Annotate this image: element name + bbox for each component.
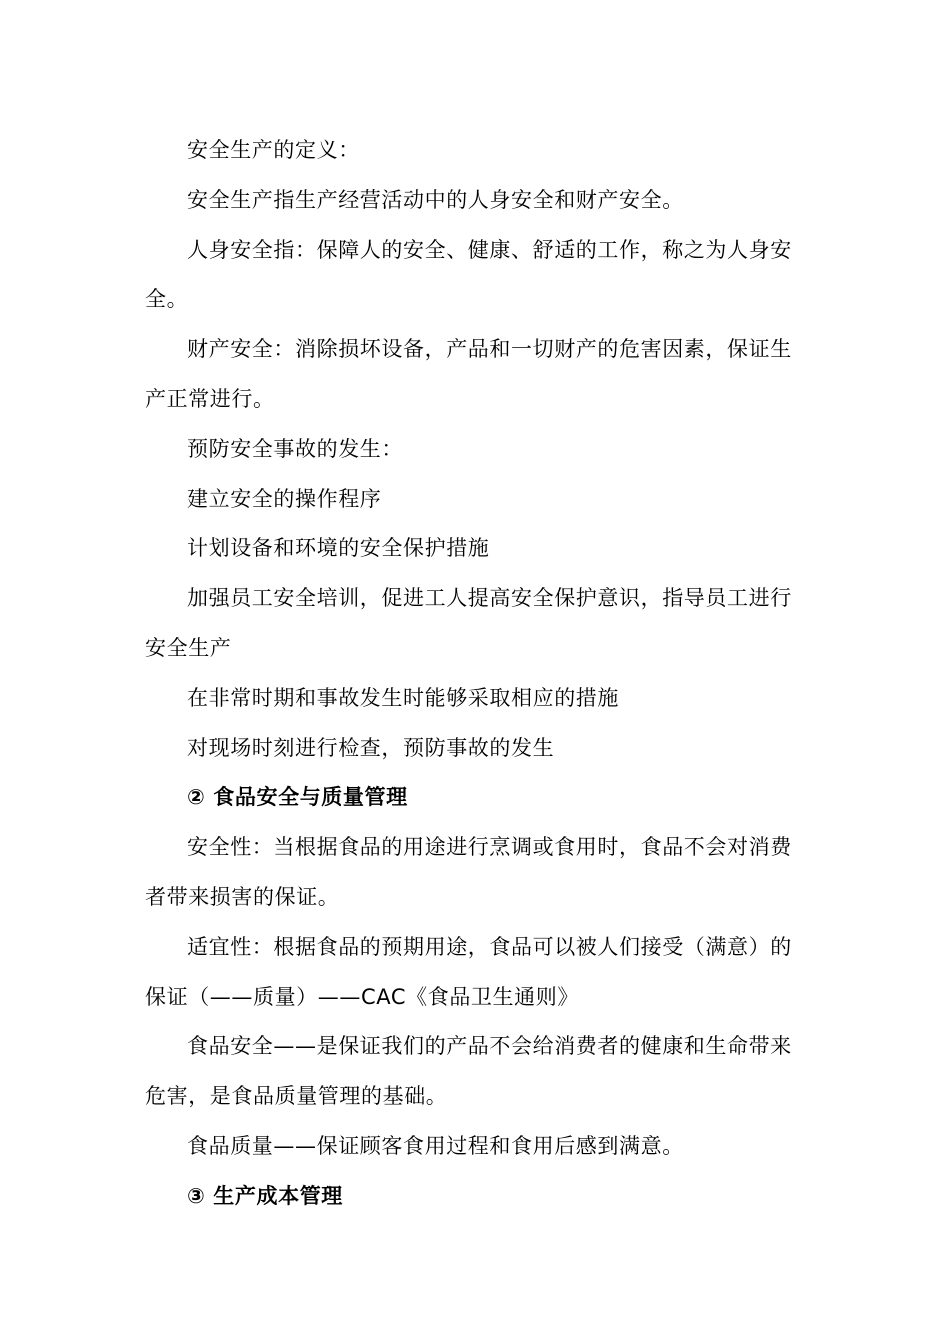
document-body xyxy=(145,126,795,1222)
paragraph-safety-definition: 安全生产指生产经营活动中的人身安全和财产安全。 xyxy=(187,187,684,212)
paragraph-personal-safety: 人身安全指：保障人的安全、健康、舒适的工作，称之为人身安全。 xyxy=(145,237,792,312)
paragraph-suitability: 适宜性：根据食品的预期用途，食品可以被人们接受（满意）的保证（——质量）——CAC《食品卫生通则》 xyxy=(145,934,792,1009)
paragraph-food-quality: 食品质量——保证顾客食用过程和食用后感到满意。 xyxy=(187,1133,684,1158)
paragraph-accident-prevention-title: 预防安全事故的发生： xyxy=(187,436,403,461)
paragraph-protection-measures: 计划设备和环境的安全保护措施 xyxy=(187,536,490,561)
paragraph-site-inspection: 对现场时刻进行检查，预防事故的发生 xyxy=(187,735,555,760)
section-heading-food-safety: ② 食品安全与质量管理 xyxy=(187,785,408,810)
paragraph-operating-procedures: 建立安全的操作程序 xyxy=(187,486,382,511)
paragraph-emergency-measures: 在非常时期和事故发生时能够采取相应的措施 xyxy=(187,685,619,710)
paragraph-staff-training: 加强员工安全培训，促进工人提高安全保护意识，指导员工进行安全生产 xyxy=(145,586,792,660)
paragraph-food-safety: 食品安全——是保证我们的产品不会给消费者的健康和生命带来危害，是食品质量管理的基础。 xyxy=(145,1034,792,1109)
paragraph-safety-property: 安全性：当根据食品的用途进行烹调或食用时，食品不会对消费者带来损害的保证。 xyxy=(145,835,792,909)
section-heading-production-cost: ③ 生产成本管理 xyxy=(187,1183,343,1208)
paragraph-property-safety: 财产安全：消除损坏设备，产品和一切财产的危害因素，保证生产正常进行。 xyxy=(145,337,792,411)
paragraph-safety-definition-title: 安全生产的定义： xyxy=(187,138,360,162)
